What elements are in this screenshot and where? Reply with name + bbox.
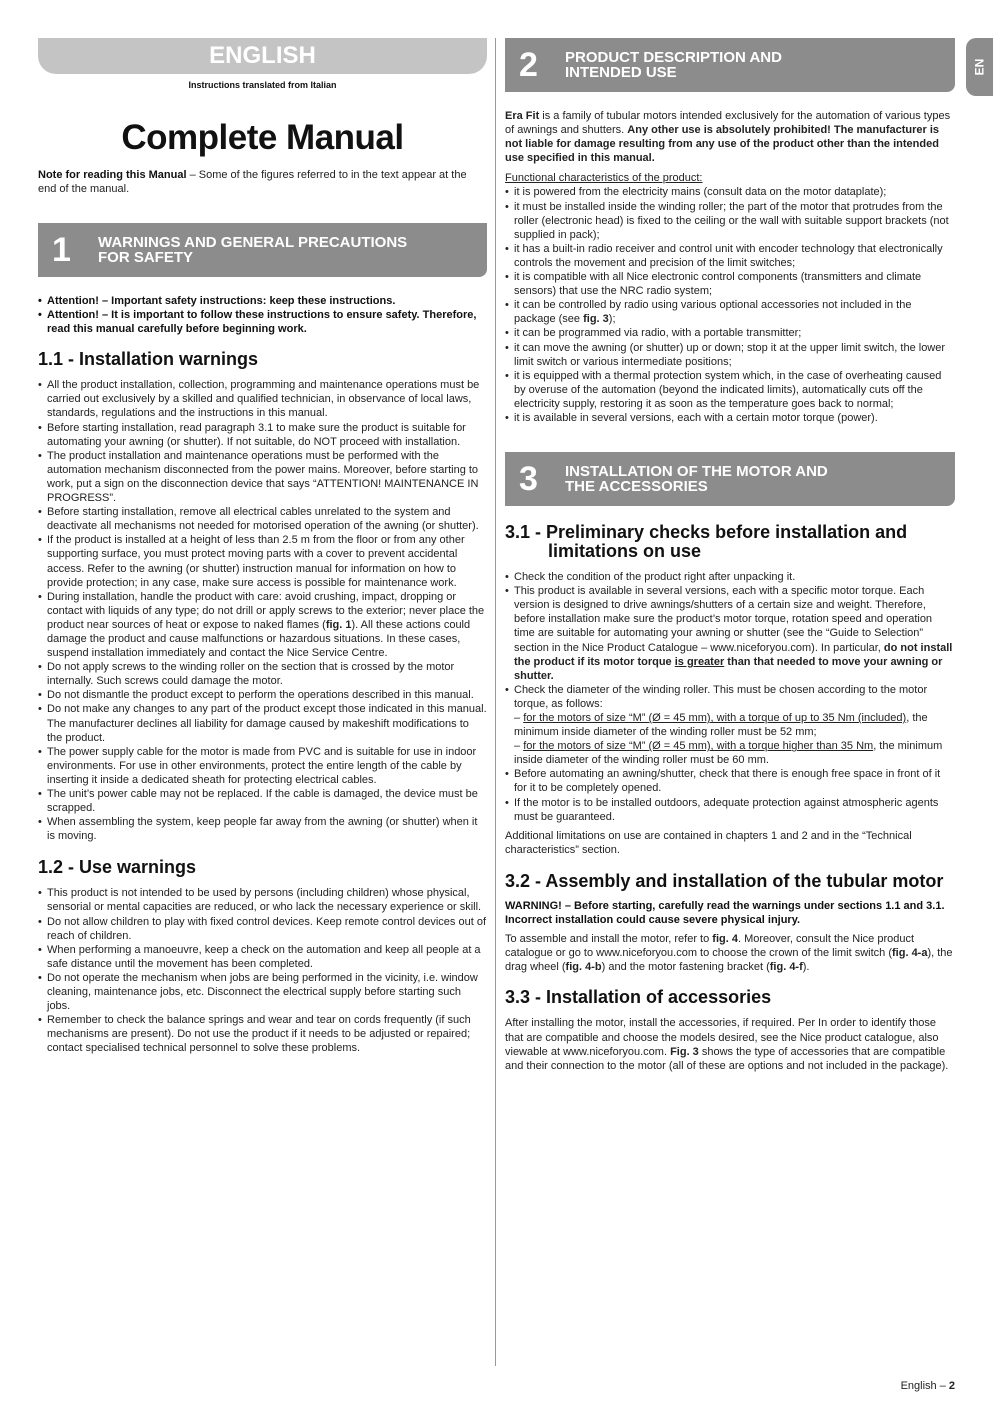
list-item: • it can be programmed via radio, with a portable transmitter; — [505, 326, 955, 340]
list-item: • Do not allow children to play with fixed control devices. Keep remote control devices out of reach of children. — [38, 915, 487, 943]
list-item: • Attention! – Important safety instructions: keep these instructions. — [38, 294, 487, 308]
list-item: • Do not apply screws to the winding roller on the section that is crossed by the motor internally. Such screws could damage the motor. — [38, 660, 487, 688]
list-item: • it can move the awning (or shutter) up or down; stop it at the upper limit switch, the lower limit switch or various intermediate positions; — [505, 341, 955, 369]
left-column — [38, 38, 487, 1056]
section-3-header: 3 INSTALLATION OF THE MOTOR AND THE ACCESSORIES — [505, 452, 955, 506]
list-item: • Do not make any changes to any part of the product except those indicated in this manual. The manufacturer declines all liability for damage caused by makeshift modifications to the product. — [38, 702, 487, 744]
list-item: • Before automating an awning/shutter, check that there is enough free space in front of it for it to be completely opened. — [505, 767, 955, 795]
list-item: • it is equipped with a thermal protection system which, in the case of overheating caused by overuse of the automation (beyond the indicated limits), automatically cuts off the electricity supply, restoring it as soon as the temperature goes back to normal; — [505, 369, 955, 411]
heading-1-1: 1.1 - Installation warnings — [38, 349, 259, 370]
list-item: • Do not dismantle the product except to perform the operations described in this manual. — [38, 688, 487, 702]
column-divider — [495, 38, 496, 1366]
attention-list — [38, 294, 487, 336]
list-item: • This product is not intended to be used by persons (including children) whose physical, sensorial or mental capacities are reduced, or who lack the necessary experience or skill. — [38, 886, 487, 914]
list-item: • Do not operate the mechanism when jobs are being performed in the vicinity, i.e. window cleaning, maintenance jobs, etc. Disconnect the electrical supply before starting such jobs. — [38, 971, 487, 1013]
list-item: • The product installation and maintenance operations must be performed with the automation mechanism disconnected from the power mains. Moreover, before starting to work, put a sign on the disconnection device that says “ATTENTION! MAINTENANCE IN PROGRESS”. — [38, 449, 487, 505]
list-item: • All the product installation, collection, programming and maintenance operations must be carried out exclusively by a skilled and qualified technician, in observance of local laws, standards, regulations and the instructions in this manual. — [38, 378, 487, 420]
language-banner: ENGLISH — [38, 38, 487, 74]
list-item: • it can be controlled by radio using various optional accessories not included in the package (see fig. 3); — [505, 298, 955, 326]
list-item: • When performing a manoeuvre, keep a check on the automation and keep all people at a safe distance until the movement has been completed. — [38, 943, 487, 971]
manual-title: Complete Manual — [121, 118, 404, 157]
functional-characteristics-list — [505, 185, 955, 425]
list-item: • The power supply cable for the motor is made from PVC and is suitable for use in indoor environments. For use in other environments, protect the entire length of the cable by inserting it inside a dedicated sheath for protecting electrical cables. — [38, 745, 487, 787]
preliminary-checks-list — [505, 570, 955, 824]
list-item: • The unit’s power cable may not be replaced. If the cable is damaged, the device must be scrapped. — [38, 787, 487, 815]
list-item: • Before starting installation, read paragraph 3.1 to make sure the product is suitable for automating your awning (or shutter). If not suitable, do NOT proceed with installation. — [38, 421, 487, 449]
heading-3-1: 3.1 - Preliminary checks before installation and limitations on use — [505, 522, 908, 562]
list-item: • Check the diameter of the winding roller. This must be chosen according to the motor torque, as follows: – for the motors of size “M” (Ø = 45 mm), with a torque of up to 35 Nm (included), the minimum inside diameter of the winding roller must be 52 mm; – for the motors of size “M” (Ø = 45 mm), with a torque higher than 35 Nm, the minimum inside diameter of the winding roller must be 60 mm. — [505, 683, 955, 768]
list-item: • If the motor is to be installed outdoors, adequate protection against atmospheric agents must be guaranteed. — [505, 796, 955, 824]
list-item: • This product is available in several versions, each with a specific motor torque. Each version is designed to drive awnings/shutters of a certain size and weight. Therefore, before installation make sure the product’s motor torque, rotation speed and operation time are suitable for automating your awning or shutter (see the “Guide to Selection” section in the Nice Product Catalogue – www.niceforyou.com). In particular, do not install the product if its motor torque is greater than that needed to move your awning or shutter. — [505, 584, 955, 683]
list-item: • Attention! – It is important to follow these instructions to ensure safety. Therefore, read this manual carefully before beginning work. — [38, 308, 487, 336]
list-item: • During installation, handle the product with care: avoid crushing, impact, dropping or contact with liquids of any type; do not drill or apply screws to the exterior; never place the product near sources of heat or expose to naked flames (fig. 1). All these actions could damage the product and cause malfunctions or hazardous situations. In these cases, suspend installation immediately and contact the Nice Service Centre. — [38, 590, 487, 660]
assembly-warning: WARNING! – Before starting, carefully read the warnings under sections 1.1 and 3.1. Incorrect installation could cause severe physical injury. — [505, 899, 945, 927]
list-item: • Check the condition of the product right after unpacking it. — [505, 570, 955, 584]
list-item: • it has a built-in radio receiver and control unit with encoder technology that electronically controls the movement and precision of the limit switches; — [505, 242, 955, 270]
list-item: • When assembling the system, keep people far away from the awning (or shutter) when it is moving. — [38, 815, 487, 843]
reading-note: Note for reading this Manual – Some of the figures referred to in the text appear at the end of the manual. — [38, 169, 467, 195]
additional-limitations: Additional limitations on use are contained in chapters 1 and 2 and in the “Technical characteristics” section. — [505, 829, 912, 856]
page-footer: English – 2 — [900, 1380, 955, 1392]
list-item: • it is compatible with all Nice electronic control components (transmitters and climate sensors) that use the NRC radio system; — [505, 270, 955, 298]
assembly-instructions: To assemble and install the motor, refer to fig. 4. Moreover, consult the Nice product catalogue or go to www.niceforyou.com to choose the crown of the limit switch (fig. 4-a), the drag wheel (fig. 4-b) and the motor fastening bracket (fig. 4-f). — [505, 933, 953, 974]
list-item: • it is powered from the electricity mains (consult data on the motor dataplate); — [505, 185, 955, 199]
list-item: • Remember to check the balance springs and wear and tear on cords frequently (if such mechanisms are present). Do not use the product if it needs to be adjusted or repaired; contact specialised technical personnel to solve these problems. — [38, 1013, 487, 1055]
accessories-instructions: After installing the motor, install the accessories, if required. Per In order to identify those that are compatible and choose the models desired, see the Nice product catalogue, also viewable at www.niceforyou.com. Fig. 3 shows the type of accessories that are compatible and their connection to the motor (all of these are options and not included in the package). — [505, 1017, 949, 1072]
product-intro: Era Fit is a family of tubular motors intended exclusively for the automation of various types of awnings and shutters. Any other use is absolutely prohibited! The manufacturer is not liable for damage resulting from any use of the product other than the intended use specified in this manual. — [505, 110, 951, 165]
heading-1-2: 1.2 - Use warnings — [38, 857, 197, 878]
list-item: • Before starting installation, remove all electrical cables unrelated to the system and deactivate all mechanisms not needed for motorised operation of the awning (or shutter). — [38, 505, 487, 533]
heading-3-2: 3.2 - Assembly and installation of the tubular motor — [505, 870, 944, 891]
section-2-header: 2 PRODUCT DESCRIPTION AND INTENDED USE — [505, 38, 955, 92]
installation-warnings-list — [38, 378, 487, 843]
functional-characteristics-title: Functional characteristics of the product: — [505, 172, 703, 185]
list-item: • it is available in several versions, each with a certain motor torque (power). — [505, 411, 955, 425]
translated-note: Instructions translated from Italian — [188, 80, 337, 90]
language-tab: EN — [966, 38, 993, 96]
list-item: • it must be installed inside the winding roller; the part of the motor that protrudes from the roller (electronic head) is fixed to the ceiling or the wall with suitable support brackets (not supplied in pack); — [505, 200, 955, 242]
heading-3-3: 3.3 - Installation of accessories — [505, 987, 772, 1008]
right-column — [505, 38, 955, 1073]
use-warnings-list — [38, 886, 487, 1055]
list-item: • If the product is installed at a height of less than 2.5 m from the floor or from any other supporting surface, you must protect moving parts with a cover to prevent accidental access. Refer to the awning (or shutter) instruction manual for information on how to provide protection; in any case, make sure access is possible for maintenance work. — [38, 533, 487, 589]
section-1-header: 1 WARNINGS AND GENERAL PRECAUTIONS FOR SAFETY — [38, 223, 487, 277]
